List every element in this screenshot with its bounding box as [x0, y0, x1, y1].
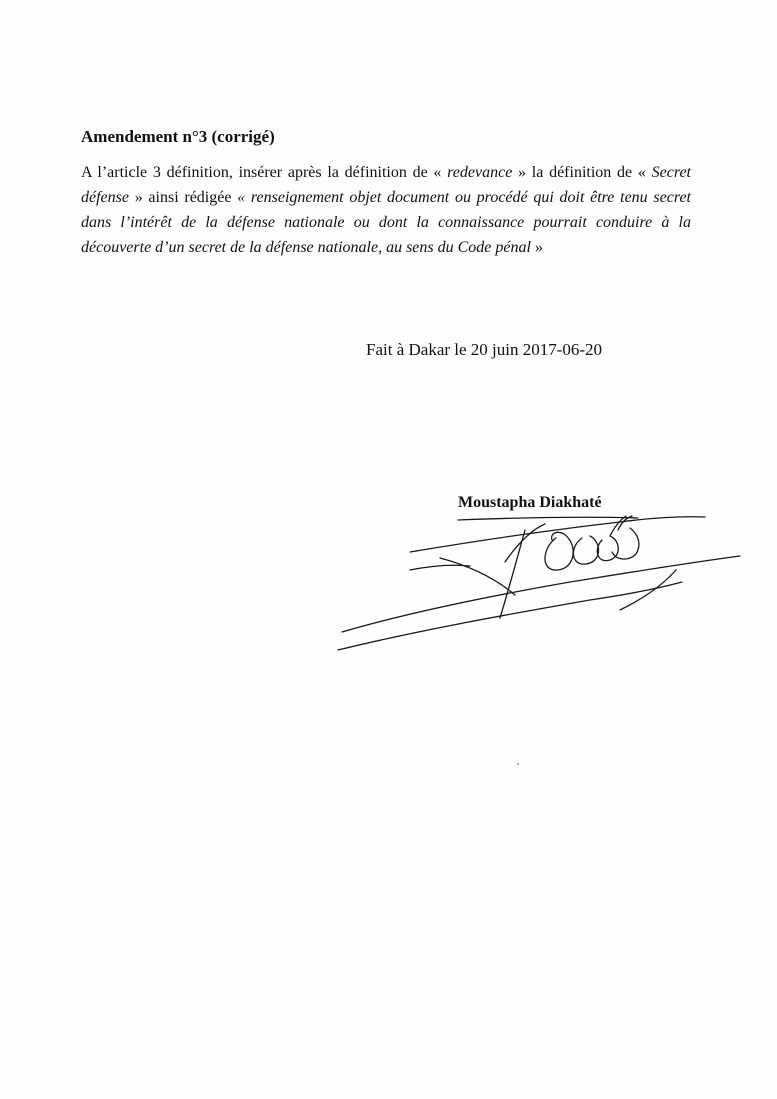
- amendment-title: Amendement n°3 (corrigé): [81, 127, 275, 146]
- signatory-name: Moustapha Diakhaté: [458, 494, 602, 511]
- place-and-date: Fait à Dakar le 20 juin 2017-06-20: [366, 340, 603, 359]
- amendment-paragraph: [81, 160, 691, 260]
- term-redevance: redevance: [447, 164, 513, 181]
- term-secret-defense: Secret défense: [81, 164, 691, 206]
- text-segment: » ainsi rédigée: [128, 189, 238, 206]
- handwritten-signature: [320, 500, 750, 670]
- text-segment: »: [530, 239, 543, 256]
- scan-speck: [517, 763, 519, 765]
- definition-text: « renseignement objet document ou procédé qui doit être tenu secret dans l’intérêt de la défense nationale ou dont la connaissance pourrait conduire à la découverte d’un secret de la défense nationale, au sens du Code pénal: [81, 189, 691, 256]
- text-segment: » la définition de «: [512, 164, 652, 181]
- amendment-body: [81, 160, 691, 260]
- text-segment: A l’article 3 définition, insérer après la définition de «: [81, 164, 448, 181]
